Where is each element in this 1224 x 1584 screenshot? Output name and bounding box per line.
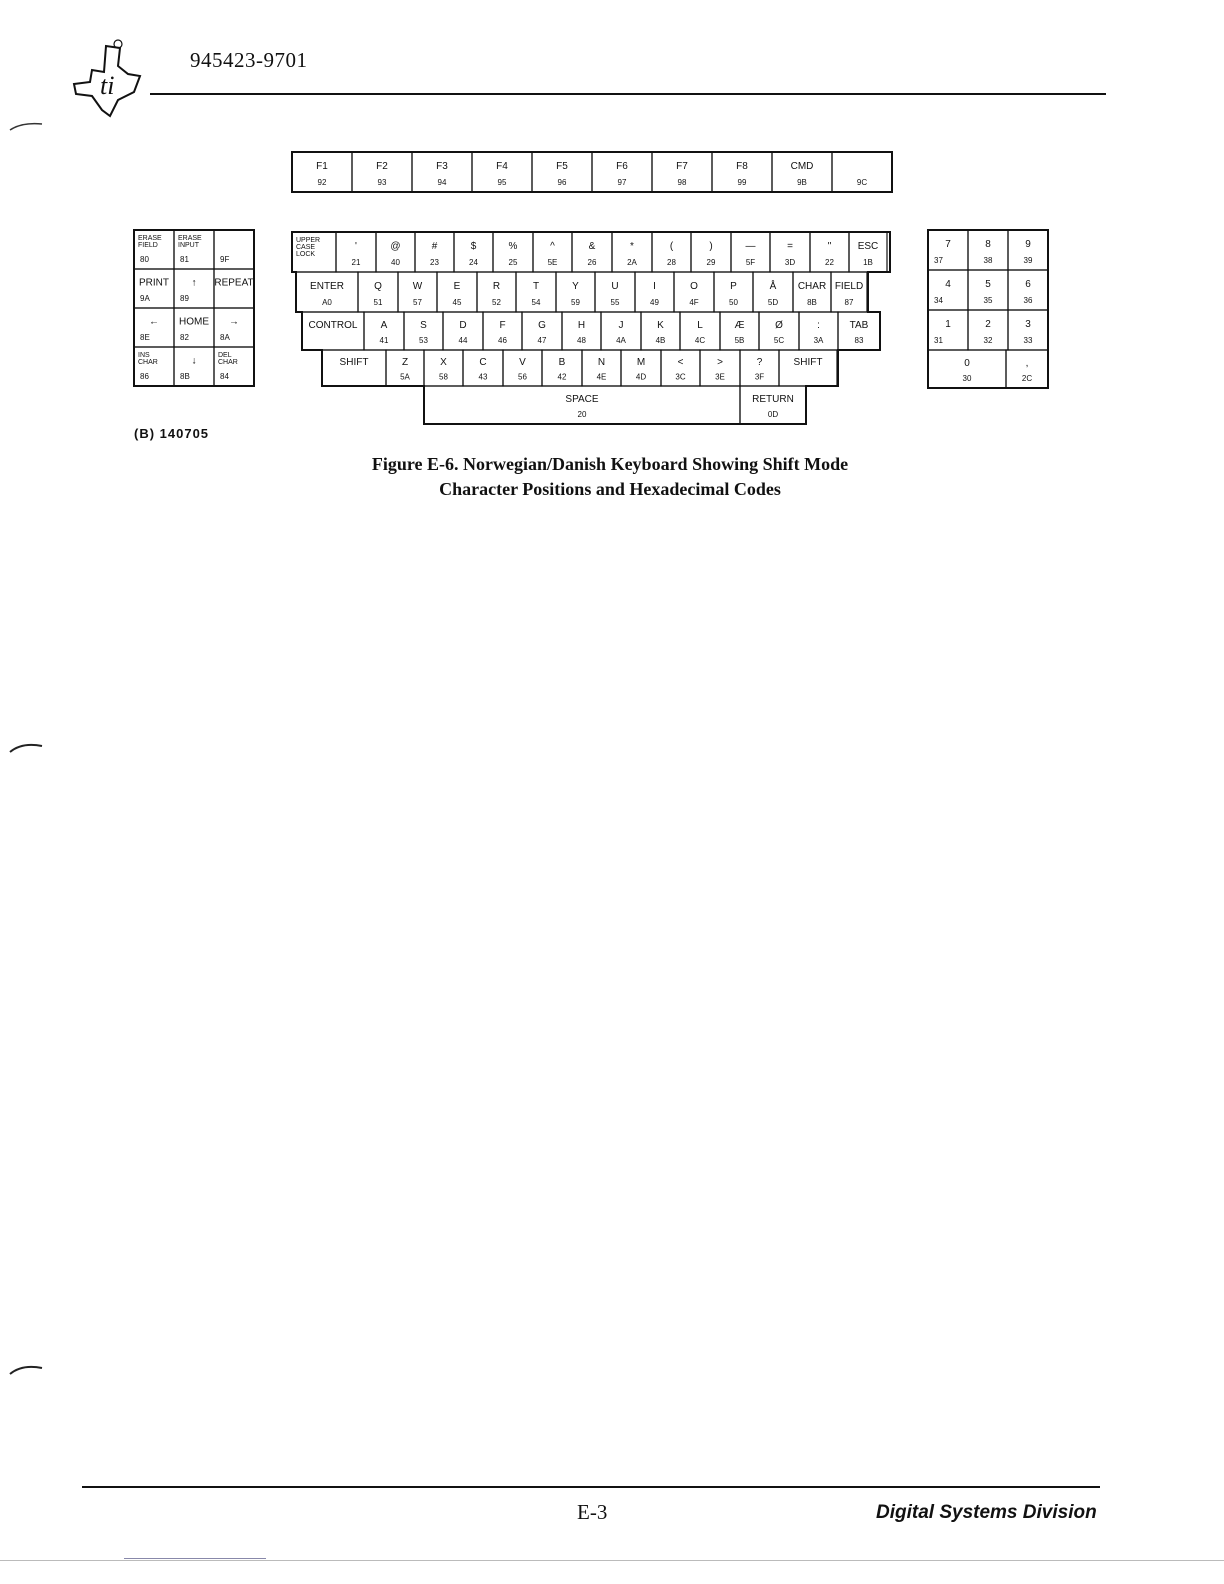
key-symbol (740, 350, 779, 386)
key-code: 8A (220, 332, 230, 342)
key-label: D (459, 319, 467, 331)
key-code: 84 (220, 371, 229, 381)
key-label: Æ (734, 319, 745, 331)
key-symbol (731, 232, 770, 272)
key-label: 8 (985, 238, 991, 250)
key-i (635, 272, 674, 312)
key-code: 25 (508, 257, 518, 267)
key-symbol (1006, 350, 1048, 388)
key-label: H (577, 319, 586, 331)
key-code: 97 (617, 177, 627, 187)
key-code: 9B (797, 177, 807, 187)
footer-rule (82, 1486, 1100, 1488)
key-code: 92 (317, 177, 327, 187)
key-code: 50 (729, 297, 738, 307)
key-label: 9 (1025, 238, 1031, 250)
figure-part-number: (B) 140705 (134, 426, 210, 441)
key-code: 29 (706, 257, 716, 267)
key-f1 (292, 152, 352, 192)
key-h (562, 312, 601, 350)
key-code: 83 (854, 336, 864, 346)
key-label: & (588, 240, 596, 252)
key-label: ERASE (178, 235, 202, 242)
key-9f (214, 230, 254, 269)
key-label: SHIFT (339, 357, 369, 369)
key-9c (832, 152, 892, 192)
figure-caption-line-2: Character Positions and Hexadecimal Codes (439, 479, 781, 499)
key-code: 42 (557, 372, 567, 382)
key-code: 34 (934, 295, 943, 305)
key-label: INS (138, 352, 150, 359)
key-label: F5 (556, 160, 568, 172)
figure-caption (300, 452, 920, 502)
key-label: ESC (857, 240, 879, 252)
document-number: 945423-9701 (190, 48, 308, 72)
key-code: 87 (844, 297, 854, 307)
key-code: 3C (675, 372, 686, 382)
key-outline (214, 269, 254, 308)
key-code: 20 (577, 410, 587, 420)
key-code: 0D (767, 410, 779, 420)
key-9 (1008, 230, 1048, 270)
key-code: 4E (596, 372, 607, 382)
key-4 (928, 270, 968, 310)
key-c (463, 350, 503, 386)
key-e (437, 272, 477, 312)
key-symbol (691, 232, 731, 272)
key-code: 37 (934, 255, 943, 265)
key-label: 0 (964, 357, 970, 369)
key-label: SHIFT (793, 357, 823, 369)
key-n (582, 350, 621, 386)
key-symbol (454, 232, 493, 272)
key-label: ' (355, 240, 357, 252)
key-label: CHAR (797, 280, 827, 292)
key-esc (849, 232, 887, 272)
key-symbol (134, 308, 174, 347)
key-label: PRINT (139, 277, 169, 289)
key-m (621, 350, 661, 386)
key-label: TAB (849, 319, 869, 331)
key-v (503, 350, 542, 386)
key-code: 38 (983, 255, 993, 265)
key-label: , (1025, 357, 1029, 369)
key-label: * (630, 240, 634, 252)
key-code: 59 (571, 297, 580, 307)
key-label: : (817, 319, 820, 331)
key-symbol (810, 232, 849, 272)
key-upper-case-lock (292, 232, 336, 272)
key-f (483, 312, 522, 350)
key-cmd (772, 152, 832, 192)
key-u (595, 272, 635, 312)
key-code: 31 (934, 335, 943, 345)
key-code: 9A (140, 293, 150, 303)
svg-text:ti: ti (100, 71, 115, 100)
key-5 (968, 270, 1008, 310)
key-g (522, 312, 562, 350)
key-code: 3F (754, 372, 765, 382)
key-code: 40 (391, 257, 400, 267)
key-k (641, 312, 680, 350)
key-label: F2 (376, 160, 388, 172)
key-symbol (612, 232, 652, 272)
key-label: ERASE (138, 235, 162, 242)
key-label: UPPER (296, 237, 321, 244)
key-symbol (415, 232, 454, 272)
key-code: 8B (807, 297, 817, 307)
key-label: ? (756, 357, 763, 369)
key-label: 6 (1025, 278, 1031, 290)
key-symbol (759, 312, 799, 350)
key-label: F (499, 319, 506, 331)
key-f7 (652, 152, 712, 192)
key-label: ( (669, 240, 674, 252)
key-label: B (558, 357, 566, 369)
key-code: 52 (492, 297, 501, 307)
key-code: 33 (1023, 335, 1033, 345)
key-code: 4A (616, 336, 626, 346)
key-symbol (336, 232, 376, 272)
key-label: Y (572, 280, 579, 292)
key-code: A0 (322, 297, 332, 307)
key-q (358, 272, 398, 312)
key-label: 2 (985, 318, 991, 330)
key-code: 98 (677, 177, 687, 187)
key-code: 55 (610, 297, 620, 307)
key-code: 4C (694, 336, 706, 346)
key-label: HOME (179, 316, 209, 328)
key-code: 41 (379, 336, 389, 346)
key-label: — (745, 240, 756, 252)
key-code: 80 (140, 254, 149, 264)
key-ins-char (134, 347, 174, 386)
key-outline (302, 312, 364, 350)
key-code: 44 (458, 336, 468, 346)
key-symbol (770, 232, 810, 272)
key-f5 (532, 152, 592, 192)
key-0 (928, 350, 1006, 388)
key-char (793, 272, 831, 312)
key-label: F1 (316, 160, 328, 172)
key-z (386, 350, 424, 386)
key-del-char (214, 347, 254, 386)
key-2 (968, 310, 1008, 350)
key-label: F3 (436, 160, 448, 172)
key-label: ) (709, 240, 713, 252)
key-code: 86 (140, 371, 149, 381)
key-label: FIELD (138, 242, 158, 249)
page-number: E-3 (577, 1500, 608, 1524)
key-code: 48 (577, 336, 586, 346)
key-label: ↓ (191, 355, 197, 367)
key-label: SPACE (565, 393, 599, 405)
key-label: L (697, 319, 703, 331)
key-label: $ (470, 240, 477, 252)
key-symbol (700, 350, 740, 386)
key-p (714, 272, 753, 312)
figure-caption-line-1: Figure E-6. Norwegian/Danish Keyboard Showing Shift Mode (371, 454, 849, 474)
key-label: CONTROL (308, 319, 358, 331)
key-label: < (677, 357, 684, 369)
key-label: LOCK (296, 251, 316, 258)
key-label: = (787, 240, 793, 252)
key-label: CHAR (218, 359, 238, 366)
key-return (740, 386, 806, 424)
key-symbol (174, 347, 214, 386)
key-label: N (597, 357, 606, 369)
key-label: Ø (775, 319, 783, 331)
key-label: 7 (945, 238, 951, 250)
key-code: 53 (419, 336, 428, 346)
key-symbol (174, 269, 214, 308)
key-shift (322, 350, 386, 386)
key-code: 21 (351, 257, 361, 267)
key-label: K (657, 319, 664, 331)
key-label: I (653, 280, 656, 292)
key-code: 94 (437, 177, 447, 187)
key-label: R (492, 280, 501, 292)
key-symbol (652, 232, 691, 272)
key-field (831, 272, 867, 312)
key-s (404, 312, 443, 350)
key-label: CHAR (138, 359, 158, 366)
key-code: 54 (531, 297, 541, 307)
key-label: > (717, 357, 723, 369)
key-label: → (229, 316, 239, 328)
key-label: ↑ (191, 277, 197, 289)
key-code: 4B (655, 336, 666, 346)
key-label: ^ (550, 240, 555, 252)
key-y (556, 272, 595, 312)
key-f6 (592, 152, 652, 192)
key-r (477, 272, 516, 312)
key-symbol (214, 308, 254, 347)
key-code: 35 (983, 295, 993, 305)
key-code: 99 (737, 177, 747, 187)
key-code: 30 (962, 374, 972, 384)
key-code: 96 (557, 177, 567, 187)
key-label: # (431, 240, 438, 252)
key-code: 2C (1021, 374, 1033, 384)
key-label: CASE (296, 244, 316, 251)
key-label: CMD (790, 160, 814, 172)
key-f4 (472, 152, 532, 192)
key-code: 57 (413, 297, 422, 307)
key-code: 95 (497, 177, 507, 187)
key-code: 39 (1023, 255, 1033, 265)
key-label: W (412, 280, 423, 292)
key-label: INPUT (178, 242, 199, 249)
key-6 (1008, 270, 1048, 310)
key-code: 56 (518, 372, 527, 382)
key-7 (928, 230, 968, 270)
key-code: 45 (452, 297, 462, 307)
key-o (674, 272, 714, 312)
key-tab (838, 312, 880, 350)
key-label: G (538, 319, 546, 331)
key-label: REPEAT (214, 277, 254, 289)
key-code: 5F (745, 257, 756, 267)
key-code: 5B (734, 336, 745, 346)
key-code: 93 (377, 177, 387, 187)
key-label: S (420, 319, 427, 331)
key-label: F6 (616, 160, 628, 172)
key-code: 5D (767, 297, 779, 307)
key-label: 1 (945, 318, 951, 330)
key-symbol (799, 312, 838, 350)
key-code: 24 (469, 257, 478, 267)
division-name: Digital Systems Division (876, 1502, 1097, 1523)
key-label: FIELD (834, 280, 864, 292)
numpad-frame (928, 230, 1048, 388)
key-label: @ (390, 240, 401, 252)
key-erase-input (174, 230, 214, 269)
key-code: 2A (627, 257, 637, 267)
key-home (174, 308, 214, 347)
key-control (302, 312, 364, 350)
key-code: 8B (180, 371, 190, 381)
key-code: 4D (635, 372, 647, 382)
bottom-rule-accent (124, 1558, 266, 1559)
key-code: 23 (430, 257, 439, 267)
key-code: 3A (813, 336, 824, 346)
key-erase-field (134, 230, 174, 269)
key-code: 22 (825, 257, 834, 267)
key-l (680, 312, 720, 350)
key-label: RETURN (752, 393, 794, 405)
key-label: E (453, 280, 461, 292)
key-label: T (532, 280, 540, 292)
key-space (424, 386, 740, 424)
key-f8 (712, 152, 772, 192)
key-label: V (519, 357, 526, 369)
key-code: 5E (547, 257, 558, 267)
key-enter (296, 272, 358, 312)
key-code: 46 (498, 336, 507, 346)
key-code: 3E (715, 372, 725, 382)
key-label: J (618, 319, 624, 331)
key-label: U (611, 280, 619, 292)
key-label: M (636, 357, 646, 369)
key-code: 5A (400, 372, 410, 382)
key-code: 43 (478, 372, 488, 382)
key-label: ENTER (310, 280, 344, 292)
key-code: 9C (856, 177, 868, 187)
key-symbol (376, 232, 415, 272)
key-label: " (827, 240, 832, 252)
key-w (398, 272, 437, 312)
bottom-rule (0, 1560, 1224, 1561)
key-code: 81 (180, 254, 189, 264)
key-t (516, 272, 556, 312)
key-label: Z (401, 357, 409, 369)
key-label: C (479, 357, 487, 369)
key-code: 3D (784, 257, 796, 267)
key-label: 4 (945, 278, 951, 290)
key-label: Q (374, 280, 382, 292)
key-label: % (508, 240, 518, 252)
key-label: ← (149, 316, 159, 328)
key-1 (928, 310, 968, 350)
key-code: 36 (1023, 295, 1033, 305)
key-label: F7 (676, 160, 688, 172)
key-code: 4F (689, 297, 699, 307)
key-repeat (214, 269, 254, 308)
key-label: 5 (985, 278, 991, 290)
key-symbol (753, 272, 793, 312)
key-code: 1B (863, 257, 873, 267)
key-symbol (661, 350, 700, 386)
key-code: 28 (667, 257, 676, 267)
key-shift (779, 350, 837, 386)
key-f2 (352, 152, 412, 192)
key-code: 47 (537, 336, 547, 346)
key-code: 82 (180, 332, 189, 342)
key-j (601, 312, 641, 350)
key-x (424, 350, 463, 386)
key-symbol (493, 232, 533, 272)
key-code: 5C (773, 336, 785, 346)
key-label: DEL (218, 352, 232, 359)
key-label: A (380, 319, 388, 331)
key-d (443, 312, 483, 350)
key-code: 49 (650, 297, 659, 307)
key-print (134, 269, 174, 308)
key-code: 58 (439, 372, 448, 382)
key-label: O (690, 280, 698, 292)
key-code: 51 (373, 297, 383, 307)
key-label: 3 (1025, 318, 1031, 330)
key-a (364, 312, 404, 350)
key-8 (968, 230, 1008, 270)
key-code: 26 (587, 257, 597, 267)
key-code: 9F (220, 254, 230, 264)
key-symbol (720, 312, 759, 350)
key-label: Å (769, 280, 777, 292)
key-code: 32 (983, 335, 993, 345)
key-f3 (412, 152, 472, 192)
key-code: 8E (140, 332, 150, 342)
key-label: P (730, 280, 737, 292)
key-label: X (440, 357, 447, 369)
key-symbol (533, 232, 572, 272)
key-symbol (572, 232, 612, 272)
key-3 (1008, 310, 1048, 350)
key-label: F4 (496, 160, 508, 172)
key-code: 89 (180, 293, 189, 303)
key-b (542, 350, 582, 386)
key-label: F8 (736, 160, 748, 172)
